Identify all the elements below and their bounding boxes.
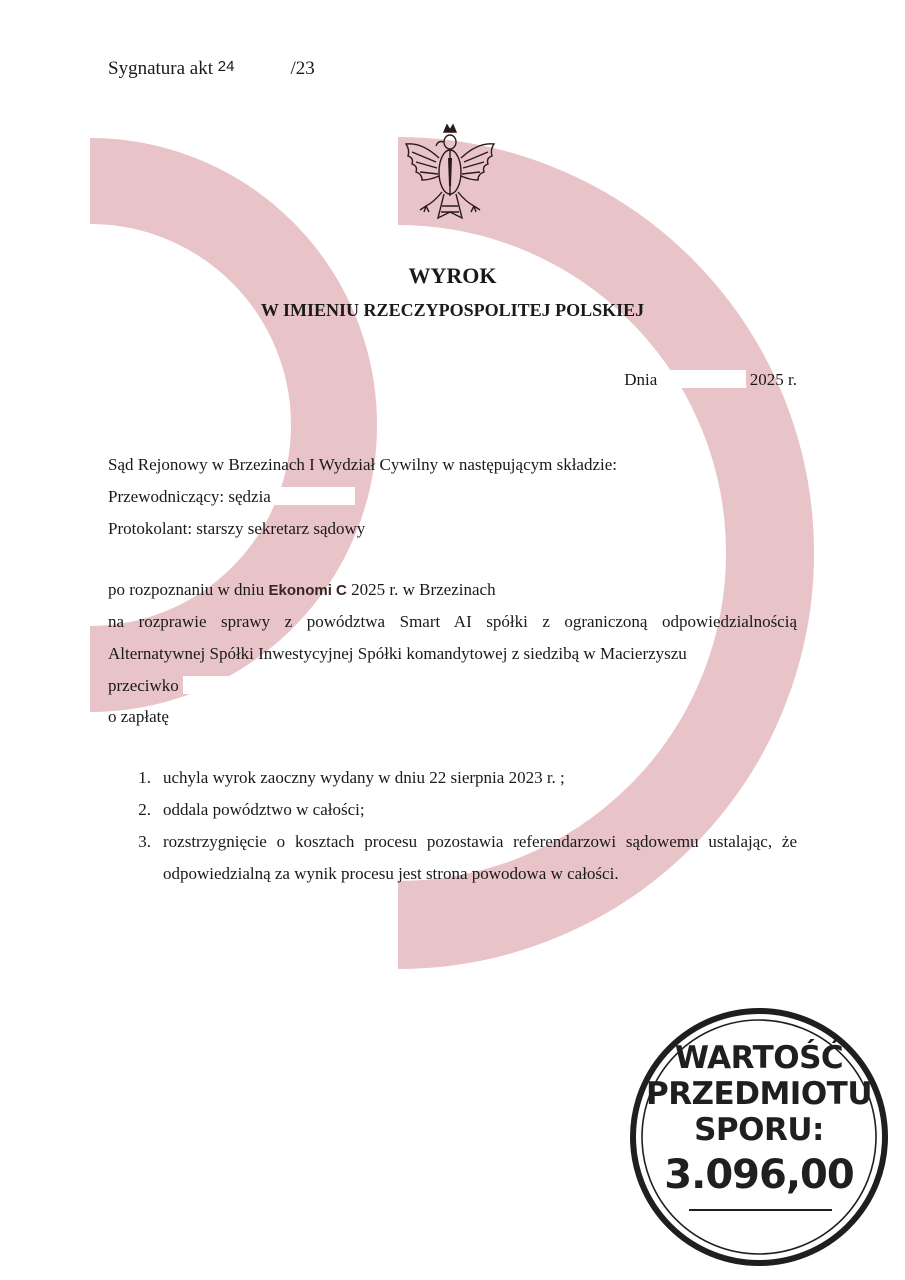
redaction <box>183 676 273 694</box>
eagle-emblem-icon <box>398 122 502 228</box>
case-subject: o zapłatę <box>108 707 169 726</box>
claim-line: Alternatywnej Spółki Inwestycyjnej Spółki komandytowej z siedzibą w Macierzyszu <box>108 644 687 663</box>
stamp-line: PRZEDMIOTU <box>645 1076 873 1112</box>
redaction <box>370 519 430 537</box>
presiding-judge <box>108 487 355 507</box>
defendant-label: przeciwko <box>108 676 179 695</box>
claim-line: na rozprawie sprawy z powództwa Smart AI spółki z ograniczoną odpowiedzialnością <box>108 612 797 631</box>
stamp-underline <box>689 1209 832 1211</box>
court-clerk <box>108 519 430 539</box>
ruling-text: uchyla wyrok zaoczny wydany w dniu 22 sierpnia 2023 r. ; <box>163 768 565 787</box>
stamp-line: SPORU: <box>694 1112 824 1148</box>
date-label: Dnia <box>624 370 658 389</box>
claim-defendant <box>108 676 273 696</box>
redaction <box>275 487 355 505</box>
case-number-label: Sygnatura akt <box>108 58 214 79</box>
ruling-text: oddala powództwo w całości; <box>163 800 365 819</box>
stamp-value: 3.096,00 <box>664 1152 854 1198</box>
redaction <box>234 59 290 77</box>
redaction <box>662 370 746 388</box>
case-number-suffix: /23 <box>290 58 315 79</box>
judgment-date <box>624 370 797 390</box>
hearing-date <box>108 580 496 601</box>
hearing-place: 2025 r. w Brzezinach <box>351 580 496 599</box>
ruling-number: 3. <box>138 832 151 851</box>
case-number-stamp: 24 <box>217 58 235 75</box>
stamp-line: WARTOŚĆ <box>674 1040 844 1076</box>
court-composition: Sąd Rejonowy w Brzezinach I Wydział Cywilny w następującym składzie: <box>108 455 618 474</box>
stamp-text <box>628 1040 890 1200</box>
presiding-judge-label: Przewodniczący: sędzia <box>108 487 271 506</box>
ruling-number: 1. <box>138 768 151 787</box>
date-year: 2025 r. <box>749 370 797 389</box>
document-title: WYROK <box>408 263 497 288</box>
ruling-text: rozstrzygnięcie o kosztach procesu pozostawia referendarzowi sądowemu ustalając, że odpowiedzialną za wynik procesu jest strona powodowa w całości. <box>163 832 797 883</box>
hearing-stamp: Ekonomi C <box>268 582 347 599</box>
ruling-number: 2. <box>138 800 151 819</box>
document-subtitle: W IMIENIU RZECZYPOSPOLITEJ POLSKIEJ <box>260 300 645 320</box>
court-clerk-label: Protokolant: starszy sekretarz sądowy <box>108 519 366 538</box>
hearing-label: po rozpoznaniu w dniu <box>108 580 265 599</box>
case-number <box>108 57 315 79</box>
